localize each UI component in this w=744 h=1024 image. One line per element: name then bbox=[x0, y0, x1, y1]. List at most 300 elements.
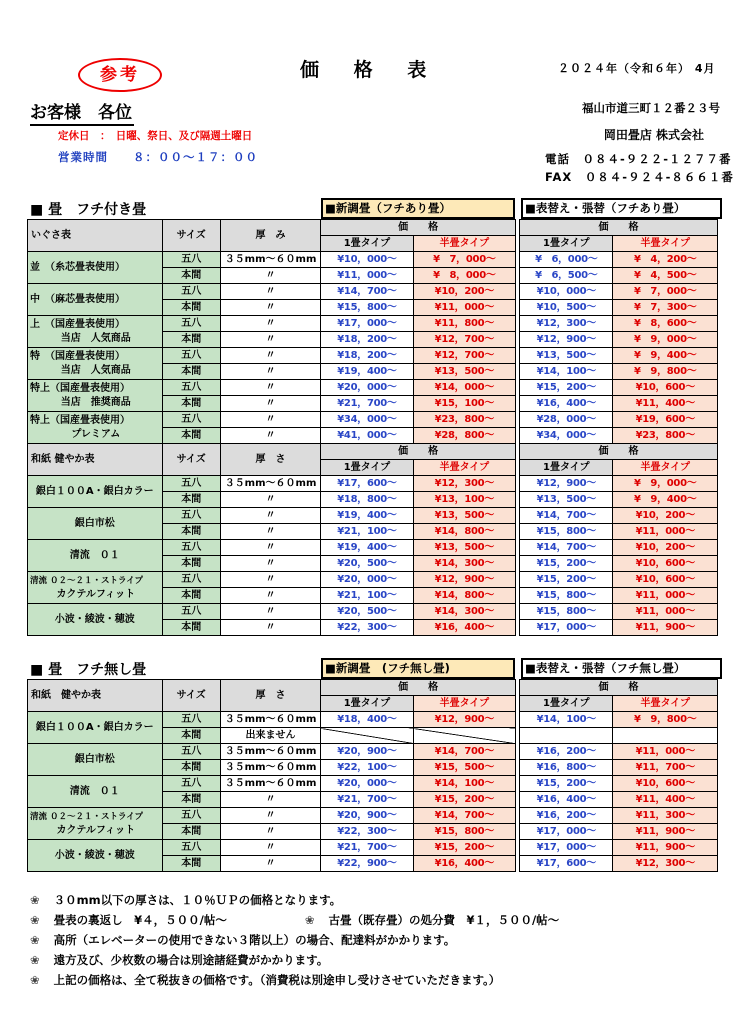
price-table-fuchi bbox=[27, 219, 718, 636]
size-cell: 本間 bbox=[162, 300, 220, 316]
price-re-1jo: ¥17，600～ bbox=[520, 856, 613, 872]
shop-tel bbox=[545, 151, 732, 167]
thickness-cell: 〃 bbox=[220, 824, 320, 840]
size-cell: 五八 bbox=[162, 284, 220, 300]
price-new-1jo: ¥18，400～ bbox=[321, 712, 413, 728]
price-re-hanjo: ¥11，000～ bbox=[613, 604, 718, 620]
size-cell: 本間 bbox=[162, 760, 220, 776]
note-2a-text: 畳表の裏返し ¥４，５００/帖～ bbox=[53, 913, 227, 927]
thickness-cell: 〃 bbox=[220, 840, 320, 856]
price-new-1jo: ¥19，400～ bbox=[321, 364, 413, 380]
col-header-hanjo: 半畳タイプ bbox=[413, 460, 515, 476]
thickness-cell: 〃 bbox=[220, 492, 320, 508]
table-row bbox=[28, 316, 718, 332]
price-re-hanjo: ¥11，400～ bbox=[613, 396, 718, 412]
col-header-price-re: 価 格 bbox=[520, 220, 718, 236]
price-re-1jo: ¥10，500～ bbox=[520, 300, 613, 316]
col-header-price-new: 価 格 bbox=[321, 220, 516, 236]
note-2 bbox=[30, 910, 559, 930]
price-re-1jo: ¥ 6，500～ bbox=[520, 268, 613, 284]
size-cell: 五八 bbox=[162, 744, 220, 760]
table-row bbox=[28, 808, 718, 824]
flower-icon: ❀ bbox=[30, 893, 40, 907]
price-new-hanjo: ¥13，500～ bbox=[413, 508, 515, 524]
note-4-text: 遠方及び、少枚数の場合は別途諸経費がかかります。 bbox=[53, 953, 329, 967]
price-re-hanjo: ¥11，700～ bbox=[613, 760, 718, 776]
thickness-cell: ３５mm～６０mm bbox=[220, 252, 320, 268]
price-new-1jo: ¥17，000～ bbox=[321, 316, 413, 332]
price-new-1jo: ¥15，800～ bbox=[321, 300, 413, 316]
thickness-cell: 〃 bbox=[220, 380, 320, 396]
price-new-hanjo: ¥11，800～ bbox=[413, 316, 515, 332]
product-name: 上 （国産畳表使用） bbox=[30, 318, 125, 330]
thickness-cell: 〃 bbox=[220, 620, 320, 636]
col-header-thickness: 厚 さ bbox=[220, 444, 320, 476]
table-row bbox=[28, 380, 718, 396]
price-new-1jo: ¥19，400～ bbox=[321, 508, 413, 524]
flower-icon: ❀ bbox=[30, 933, 40, 947]
thickness-cell: 〃 bbox=[220, 508, 320, 524]
price-new-1jo: ¥19，400～ bbox=[321, 540, 413, 556]
price-new-1jo: ¥41，000～ bbox=[321, 428, 413, 444]
price-re-hanjo: ¥ 9，000～ bbox=[613, 332, 718, 348]
product-name: 清流 ０２～２１・ストライプ bbox=[30, 575, 143, 586]
price-new-hanjo: ¥14，700～ bbox=[413, 808, 515, 824]
price-new-1jo: ¥20，500～ bbox=[321, 604, 413, 620]
price-table-nashi bbox=[27, 679, 718, 872]
price-re-1jo: ¥16，200～ bbox=[520, 744, 613, 760]
re-nashi-header: ■表替え・張替（フチ無し畳） bbox=[521, 658, 722, 679]
product-subname: 当店 推奨商品 bbox=[60, 396, 131, 408]
price-new-hanjo: ¥14，000～ bbox=[413, 380, 515, 396]
thickness-cell: 〃 bbox=[220, 604, 320, 620]
fax-label: FAX bbox=[545, 170, 573, 184]
note-3 bbox=[30, 930, 559, 950]
size-cell: 本間 bbox=[162, 332, 220, 348]
product-name: 小波・綾波・穂波 bbox=[28, 604, 163, 636]
size-cell: 五八 bbox=[162, 348, 220, 364]
size-cell: 五八 bbox=[162, 712, 220, 728]
price-new-1jo: ¥18，200～ bbox=[321, 348, 413, 364]
size-cell: 本間 bbox=[162, 492, 220, 508]
price-new-hanjo: ¥16，400～ bbox=[413, 856, 515, 872]
thickness-cell: 〃 bbox=[220, 284, 320, 300]
price-re-hanjo: ¥ 4，500～ bbox=[613, 268, 718, 284]
thickness-cell: 〃 bbox=[220, 412, 320, 428]
price-new-1jo: ¥20，000～ bbox=[321, 380, 413, 396]
size-cell: 五八 bbox=[162, 380, 220, 396]
size-cell: 本間 bbox=[162, 524, 220, 540]
product-name: 銀白市松 bbox=[28, 508, 163, 540]
price-re-hanjo: ¥ 8，600～ bbox=[613, 316, 718, 332]
col-header-1jo: 1畳タイプ bbox=[321, 696, 413, 712]
price-re-1jo: ¥17，000～ bbox=[520, 824, 613, 840]
size-cell: 本間 bbox=[162, 620, 220, 636]
col-header-size: サイズ bbox=[162, 220, 220, 252]
price-new-1jo: ¥22，900～ bbox=[321, 856, 413, 872]
price-re-hanjo: ¥10，200～ bbox=[613, 540, 718, 556]
price-new-hanjo: ¥14，800～ bbox=[413, 588, 515, 604]
thickness-cell: 〃 bbox=[220, 572, 320, 588]
thickness-cell: 〃 bbox=[220, 300, 320, 316]
price-new-1jo: ¥21，700～ bbox=[321, 840, 413, 856]
issue-date: ２０２４年（令和６年） 4月 bbox=[558, 62, 716, 75]
col-header-material: いぐさ表 bbox=[28, 220, 163, 252]
price-re-hanjo: ¥ 9，000～ bbox=[613, 476, 718, 492]
re-fuchi-header: ■表替え・張替（フチあり畳） bbox=[521, 198, 722, 219]
col-header-price-re: 価 格 bbox=[520, 444, 718, 460]
thickness-cell: 〃 bbox=[220, 556, 320, 572]
thickness-cell: 〃 bbox=[220, 316, 320, 332]
col-header-material: 和紙 健やか表 bbox=[28, 444, 163, 476]
thickness-cell: 〃 bbox=[220, 396, 320, 412]
price-na bbox=[321, 728, 413, 744]
thickness-cell: 〃 bbox=[220, 540, 320, 556]
table-row bbox=[28, 284, 718, 300]
price-new-1jo: ¥17，600～ bbox=[321, 476, 413, 492]
table-row bbox=[28, 252, 718, 268]
price-new-hanjo: ¥15，100～ bbox=[413, 396, 515, 412]
price-new-1jo: ¥22，100～ bbox=[321, 760, 413, 776]
price-new-hanjo: ¥12，900～ bbox=[413, 572, 515, 588]
price-new-hanjo: ¥23，800～ bbox=[413, 412, 515, 428]
product-name: 特 （国産畳表使用） bbox=[30, 350, 125, 362]
price-re-1jo: ¥14，700～ bbox=[520, 540, 613, 556]
price-re-hanjo: ¥23，800～ bbox=[613, 428, 718, 444]
price-new-1jo: ¥22，300～ bbox=[321, 620, 413, 636]
price-re-hanjo: ¥10，600～ bbox=[613, 380, 718, 396]
col-header-1jo: 1畳タイプ bbox=[520, 696, 613, 712]
price-re-1jo: ¥17，000～ bbox=[520, 620, 613, 636]
size-cell: 本間 bbox=[162, 824, 220, 840]
thickness-cell: ３５mm～６０mm bbox=[220, 476, 320, 492]
price-re-hanjo: ¥ 4，200～ bbox=[613, 252, 718, 268]
price-re-1jo: ¥15，200～ bbox=[520, 776, 613, 792]
price-re-1jo: ¥15，200～ bbox=[520, 556, 613, 572]
price-new-1jo: ¥21，100～ bbox=[321, 524, 413, 540]
price-new-1jo: ¥21，100～ bbox=[321, 588, 413, 604]
size-cell: 本間 bbox=[162, 588, 220, 604]
price-new-1jo: ¥22，300～ bbox=[321, 824, 413, 840]
size-cell: 五八 bbox=[162, 540, 220, 556]
size-cell: 本間 bbox=[162, 268, 220, 284]
page-title: 価 格 表 bbox=[300, 59, 441, 81]
price-new-1jo: ¥20，500～ bbox=[321, 556, 413, 572]
product-name: 清流 ０１ bbox=[28, 540, 163, 572]
price-re-1jo: ¥16，800～ bbox=[520, 760, 613, 776]
price-na bbox=[413, 728, 515, 744]
price-re-hanjo: ¥ 7，300～ bbox=[613, 300, 718, 316]
thickness-cell: 出来ません bbox=[220, 728, 320, 744]
price-new-hanjo: ¥12，300～ bbox=[413, 476, 515, 492]
product-name: 銀白１００A・銀白カラー bbox=[28, 712, 163, 744]
price-new-hanjo: ¥15，200～ bbox=[413, 792, 515, 808]
product-name: 中 （麻芯畳表使用） bbox=[28, 284, 163, 316]
col-header-1jo: 1畳タイプ bbox=[520, 460, 613, 476]
flower-icon: ❀ bbox=[304, 913, 315, 927]
price-new-hanjo: ¥14，100～ bbox=[413, 776, 515, 792]
product-name: 特上（国産畳表使用） bbox=[30, 382, 130, 394]
price-re-1jo: ¥12，900～ bbox=[520, 332, 613, 348]
note-5-text: 上記の価格は、全て税抜きの価格です。（消費税は別途申し受けさせていただきます。） bbox=[53, 973, 501, 987]
table-row bbox=[28, 776, 718, 792]
thickness-cell: ３５mm～６０mm bbox=[220, 744, 320, 760]
business-hours bbox=[58, 149, 258, 165]
price-re-1jo: ¥13，500～ bbox=[520, 348, 613, 364]
price-new-hanjo: ¥15，200～ bbox=[413, 840, 515, 856]
thickness-cell: 〃 bbox=[220, 808, 320, 824]
col-header-1jo: 1畳タイプ bbox=[520, 236, 613, 252]
thickness-cell: 〃 bbox=[220, 348, 320, 364]
thickness-cell: 〃 bbox=[220, 364, 320, 380]
price-re-hanjo: ¥ 9，800～ bbox=[613, 364, 718, 380]
product-subname: プレミアム bbox=[71, 428, 121, 440]
price-na bbox=[520, 728, 613, 744]
price-new-1jo: ¥21，700～ bbox=[321, 396, 413, 412]
product-subname: 当店 人気商品 bbox=[60, 332, 131, 344]
price-new-hanjo: ¥13，500～ bbox=[413, 364, 515, 380]
size-cell: 本間 bbox=[162, 428, 220, 444]
price-new-hanjo: ¥15，800～ bbox=[413, 824, 515, 840]
price-re-1jo: ¥14，100～ bbox=[520, 712, 613, 728]
price-new-1jo: ¥34，000～ bbox=[321, 412, 413, 428]
flower-icon: ❀ bbox=[30, 913, 40, 927]
product-name: 清流 ０１ bbox=[28, 776, 163, 808]
col-header-hanjo: 半畳タイプ bbox=[413, 696, 515, 712]
price-new-hanjo: ¥28，800～ bbox=[413, 428, 515, 444]
price-new-1jo: ¥18，800～ bbox=[321, 492, 413, 508]
section-nashi-title: ■ 畳 フチ無し畳 bbox=[30, 662, 147, 678]
size-cell: 五八 bbox=[162, 604, 220, 620]
price-re-1jo: ¥16，200～ bbox=[520, 808, 613, 824]
thickness-cell: 〃 bbox=[220, 428, 320, 444]
price-new-hanjo: ¥10，200～ bbox=[413, 284, 515, 300]
table-row bbox=[28, 744, 718, 760]
size-cell: 五八 bbox=[162, 316, 220, 332]
col-header-thickness: 厚 み bbox=[220, 220, 320, 252]
thickness-cell: 〃 bbox=[220, 792, 320, 808]
size-cell: 五八 bbox=[162, 840, 220, 856]
price-re-1jo: ¥13，500～ bbox=[520, 492, 613, 508]
flower-icon: ❀ bbox=[30, 953, 40, 967]
size-cell: 五八 bbox=[162, 508, 220, 524]
table-row bbox=[28, 348, 718, 364]
col-header-size: サイズ bbox=[162, 444, 220, 476]
price-new-hanjo: ¥12，700～ bbox=[413, 332, 515, 348]
price-re-hanjo: ¥12，300～ bbox=[613, 856, 718, 872]
price-re-hanjo: ¥19，600～ bbox=[613, 412, 718, 428]
price-re-hanjo: ¥11，900～ bbox=[613, 840, 718, 856]
size-cell: 本間 bbox=[162, 556, 220, 572]
price-new-1jo: ¥11，000～ bbox=[321, 268, 413, 284]
size-cell: 本間 bbox=[162, 856, 220, 872]
product-name: 清流 ０２～２１・ストライプ bbox=[30, 811, 143, 822]
table-row bbox=[28, 604, 718, 620]
shop-name: 岡田畳店 株式会社 bbox=[603, 128, 704, 142]
price-re-1jo: ¥15，800～ bbox=[520, 524, 613, 540]
size-cell: 本間 bbox=[162, 396, 220, 412]
reference-stamp: 参考 bbox=[78, 58, 162, 92]
price-new-hanjo: ¥14，300～ bbox=[413, 556, 515, 572]
product-name: 並 （糸芯畳表使用） bbox=[28, 252, 163, 284]
note-1 bbox=[30, 890, 559, 910]
size-cell: 五八 bbox=[162, 808, 220, 824]
col-header-hanjo: 半畳タイプ bbox=[613, 460, 718, 476]
price-new-hanjo: ¥14，700～ bbox=[413, 744, 515, 760]
table-row bbox=[28, 712, 718, 728]
size-cell: 五八 bbox=[162, 776, 220, 792]
col-header-1jo: 1畳タイプ bbox=[321, 236, 413, 252]
price-re-hanjo: ¥11，400～ bbox=[613, 792, 718, 808]
col-header-price-new: 価 格 bbox=[321, 680, 516, 696]
price-re-1jo: ¥15，200～ bbox=[520, 380, 613, 396]
price-na bbox=[613, 728, 718, 744]
tel-number: ０８４-９２２-１２７７番 bbox=[582, 152, 732, 166]
col-header-price-new: 価 格 bbox=[321, 444, 516, 460]
price-re-1jo: ¥10，000～ bbox=[520, 284, 613, 300]
product-name: 銀白１００A・銀白カラー bbox=[28, 476, 163, 508]
price-re-1jo: ¥16，400～ bbox=[520, 792, 613, 808]
price-re-1jo: ¥15，200～ bbox=[520, 572, 613, 588]
shop-fax bbox=[545, 169, 734, 185]
price-re-1jo: ¥34，000～ bbox=[520, 428, 613, 444]
price-new-hanjo: ¥13，100～ bbox=[413, 492, 515, 508]
price-re-hanjo: ¥11，900～ bbox=[613, 824, 718, 840]
note-4 bbox=[30, 950, 559, 970]
price-re-hanjo: ¥ 9，400～ bbox=[613, 348, 718, 364]
thickness-cell: ３５mm～６０mm bbox=[220, 760, 320, 776]
price-re-hanjo: ¥10，600～ bbox=[613, 556, 718, 572]
note-2b-text: 古畳（既存畳）の処分費 ¥１，５００/帖～ bbox=[328, 913, 560, 927]
thickness-cell: ３５mm～６０mm bbox=[220, 776, 320, 792]
size-cell: 五八 bbox=[162, 572, 220, 588]
price-re-hanjo: ¥11，000～ bbox=[613, 524, 718, 540]
new-fuchi-header: ■新調畳（フチあり畳） bbox=[321, 198, 515, 219]
col-header-hanjo: 半畳タイプ bbox=[613, 236, 718, 252]
size-cell: 五八 bbox=[162, 252, 220, 268]
price-new-hanjo: ¥15，500～ bbox=[413, 760, 515, 776]
note-1-text: ３０mm以下の厚さは、１０％ＵＰの価格となります。 bbox=[53, 893, 342, 907]
new-nashi-header: ■新調畳 (フチ無し畳) bbox=[321, 658, 515, 679]
size-cell: 五八 bbox=[162, 412, 220, 428]
price-new-1jo: ¥18，200～ bbox=[321, 332, 413, 348]
price-new-hanjo: ¥16，400～ bbox=[413, 620, 515, 636]
price-re-hanjo: ¥ 9，400～ bbox=[613, 492, 718, 508]
note-3-text: 高所（エレベーターの使用できない３階以上）の場合、配達料がかかります。 bbox=[53, 933, 456, 947]
size-cell: 本間 bbox=[162, 728, 220, 744]
col-header-1jo: 1畳タイプ bbox=[321, 460, 413, 476]
closed-value: 日曜、祭日、及び隔週土曜日 bbox=[115, 130, 253, 142]
price-new-1jo: ¥14，700～ bbox=[321, 284, 413, 300]
price-re-1jo: ¥28，000～ bbox=[520, 412, 613, 428]
tel-label: 電話 bbox=[545, 152, 570, 166]
product-name: 小波・綾波・穂波 bbox=[28, 840, 163, 872]
price-re-1jo: ¥16，400～ bbox=[520, 396, 613, 412]
closed-label: 定休日 ： bbox=[58, 130, 106, 142]
product-subname: カクテルフィット bbox=[56, 824, 136, 836]
price-re-hanjo: ¥11，000～ bbox=[613, 744, 718, 760]
price-new-1jo: ¥20，900～ bbox=[321, 808, 413, 824]
col-header-hanjo: 半畳タイプ bbox=[613, 696, 718, 712]
thickness-cell: 〃 bbox=[220, 524, 320, 540]
price-new-1jo: ¥20，900～ bbox=[321, 744, 413, 760]
price-re-hanjo: ¥10，600～ bbox=[613, 776, 718, 792]
price-new-hanjo: ¥14，300～ bbox=[413, 604, 515, 620]
price-new-1jo: ¥20，000～ bbox=[321, 776, 413, 792]
price-new-hanjo: ¥12，700～ bbox=[413, 348, 515, 364]
price-re-hanjo: ¥11，900～ bbox=[613, 620, 718, 636]
table-row bbox=[28, 840, 718, 856]
size-cell: 本間 bbox=[162, 364, 220, 380]
price-re-1jo: ¥12，900～ bbox=[520, 476, 613, 492]
product-name: 特上（国産畳表使用） bbox=[30, 414, 130, 426]
hours-value: ８：００～１７：００ bbox=[133, 150, 258, 164]
col-header-material: 和紙 健やか表 bbox=[28, 680, 163, 712]
price-re-1jo: ¥ 6，000～ bbox=[520, 252, 613, 268]
price-re-1jo: ¥17，000～ bbox=[520, 840, 613, 856]
thickness-cell: ３５mm～６０mm bbox=[220, 712, 320, 728]
product-name: 銀白市松 bbox=[28, 744, 163, 776]
price-new-hanjo: ¥11，000～ bbox=[413, 300, 515, 316]
fax-number: ０８４-９２４-８６６１番 bbox=[584, 170, 734, 184]
col-header-hanjo: 半畳タイプ bbox=[413, 236, 515, 252]
price-new-1jo: ¥10，000～ bbox=[321, 252, 413, 268]
price-re-hanjo: ¥11，300～ bbox=[613, 808, 718, 824]
price-new-1jo: ¥21，700～ bbox=[321, 792, 413, 808]
price-new-hanjo: ¥ 8，000～ bbox=[413, 268, 515, 284]
table-row bbox=[28, 508, 718, 524]
customer-greeting: お客様 各位 bbox=[30, 98, 134, 126]
table-row bbox=[28, 412, 718, 428]
hours-label: 営業時間 bbox=[58, 150, 108, 164]
notes bbox=[30, 890, 559, 990]
price-re-hanjo: ¥10，600～ bbox=[613, 572, 718, 588]
thickness-cell: 〃 bbox=[220, 588, 320, 604]
thickness-cell: 〃 bbox=[220, 856, 320, 872]
closed-days bbox=[58, 128, 252, 143]
col-header-size: サイズ bbox=[162, 680, 220, 712]
size-cell: 本間 bbox=[162, 792, 220, 808]
price-new-hanjo: ¥13，500～ bbox=[413, 540, 515, 556]
flower-icon: ❀ bbox=[30, 973, 40, 987]
price-re-1jo: ¥15，800～ bbox=[520, 604, 613, 620]
price-re-1jo: ¥14，700～ bbox=[520, 508, 613, 524]
product-subname: 当店 人気商品 bbox=[60, 364, 131, 376]
price-re-hanjo: ¥11，000～ bbox=[613, 588, 718, 604]
shop-address: 福山市道三町１２番２３号 bbox=[582, 101, 720, 115]
col-header-price-re: 価 格 bbox=[520, 680, 718, 696]
note-5 bbox=[30, 970, 559, 990]
price-new-hanjo: ¥ 7，000～ bbox=[413, 252, 515, 268]
size-cell: 五八 bbox=[162, 476, 220, 492]
price-re-hanjo: ¥ 7，000～ bbox=[613, 284, 718, 300]
price-new-1jo: ¥20，000～ bbox=[321, 572, 413, 588]
col-header-thickness: 厚 さ bbox=[220, 680, 320, 712]
price-re-hanjo: ¥10，200～ bbox=[613, 508, 718, 524]
price-re-1jo: ¥14，100～ bbox=[520, 364, 613, 380]
price-new-hanjo: ¥12，900～ bbox=[413, 712, 515, 728]
thickness-cell: 〃 bbox=[220, 268, 320, 284]
table-row bbox=[28, 540, 718, 556]
price-re-hanjo: ¥ 9，800～ bbox=[613, 712, 718, 728]
table-row bbox=[28, 572, 718, 588]
price-new-hanjo: ¥14，800～ bbox=[413, 524, 515, 540]
table-row bbox=[28, 476, 718, 492]
price-re-1jo: ¥12，300～ bbox=[520, 316, 613, 332]
product-subname: カクテルフィット bbox=[56, 588, 136, 600]
price-re-1jo: ¥15，800～ bbox=[520, 588, 613, 604]
thickness-cell: 〃 bbox=[220, 332, 320, 348]
